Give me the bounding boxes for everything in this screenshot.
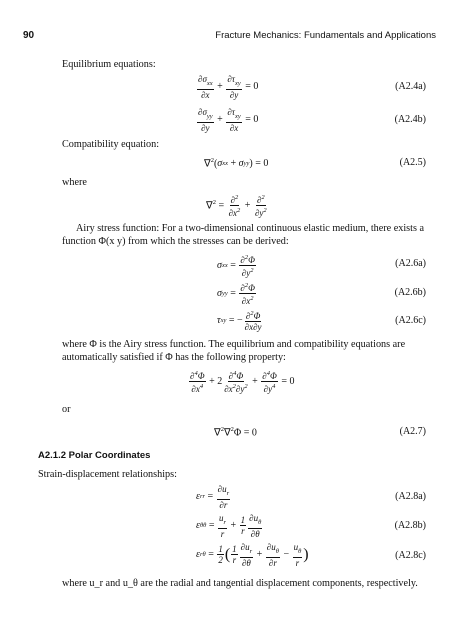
equation-a2-8b: ε θθ = $\frac{u_r}{r}$ + $\frac{1}{r}$ $\frac{\partial u_\theta}{\partial\theta}$ [196, 513, 262, 539]
equation-a2-4b: $\frac{\partial\sigma_{yy}}{\partial y}$ + $\frac{\partial\tau_{xy}}{\partial x}$ = 0 [198, 107, 259, 133]
eq-number-a2-6b: (A2.6b) [394, 287, 426, 298]
equation-a2-7: ∇$^2$∇$^2$Φ = 0 [214, 426, 257, 439]
equation-a2-4a: $\frac{\partial\sigma_{xx}}{\partial x}$ + $\frac{\partial\tau_{xy}}{\partial y}$ = 0 [198, 74, 259, 100]
eq-number-a2-4a: (A2.4a) [395, 81, 426, 92]
equation-a2-8c: ε rθ = $\frac{1}{2}$ ( $\frac{1}{r}$ $\frac{\partial u_r}{\partial\theta}$ + $\frac{\partial u_\theta}{\partial r}$ − $\frac{u_\theta}{r}$ ) [196, 542, 309, 568]
eq-number-a2-7: (A2.7) [399, 426, 426, 437]
eq-number-a2-8c: (A2.8c) [395, 550, 426, 561]
or-label: or [62, 404, 71, 415]
eq-number-a2-6c: (A2.6c) [395, 315, 426, 326]
displacement-paragraph: where u_r and u_θ are the radial and tangential displacement components, respectively. [62, 578, 418, 589]
eq-number-a2-5: (A2.5) [399, 157, 426, 168]
eq-number-a2-6a: (A2.6a) [395, 258, 426, 269]
equilibrium-label: Equilibrium equations: [62, 59, 156, 70]
strain-label: Strain-displacement relationships: [38, 469, 177, 480]
page-number: 90 [23, 30, 35, 41]
equation-a2-6a: σ xx = $\frac{\partial^2\Phi}{\partial y^2}$ [217, 254, 255, 278]
running-title: Fracture Mechanics: Fundamentals and Applications [215, 30, 436, 41]
equation-a2-6b: σ yy = $\frac{\partial^2\Phi}{\partial x^2}$ [217, 282, 255, 306]
compatibility-label: Compatibility equation: [62, 139, 160, 150]
equation-a2-5: ∇$^2$( σ xx + σ yy ) = 0 [204, 157, 269, 170]
equation-a2-8a: ε rr = $\frac{\partial u_r}{\partial r}$ [196, 484, 230, 510]
equation-a2-6c: τ xy = − $\frac{\partial^2\Phi}{\partial x\partial y}$ [217, 310, 262, 332]
airy-function-paragraph: where Φ is the Airy stress function. The equilibrium and compatibility equations are automatically satisfied if Φ has the following property: [62, 339, 406, 363]
where-label: where [62, 177, 87, 188]
equation-laplacian: ∇$^2$ = $\frac{\partial^2}{\partial x^2}$ + $\frac{\partial^2}{\partial y^2}$ [206, 194, 267, 218]
equation-biharmonic: $\frac{\partial^4\Phi}{\partial x^4}$ + 2 $\frac{\partial^4\Phi}{\partial x^2\partial y^2}$ + $\frac{\partial^4\Phi}{\partial y^4}$ = 0 [190, 370, 295, 394]
eq-number-a2-8b: (A2.8b) [394, 520, 426, 531]
eq-number-a2-4b: (A2.4b) [394, 114, 426, 125]
airy-paragraph: Airy stress function: For a two-dimensional continuous elastic medium, there exists a function Φ(x y) from which the stresses can be derived: [62, 223, 425, 247]
section-heading: A2.1.2 Polar Coordinates [38, 450, 151, 461]
eq-number-a2-8a: (A2.8a) [395, 491, 426, 502]
